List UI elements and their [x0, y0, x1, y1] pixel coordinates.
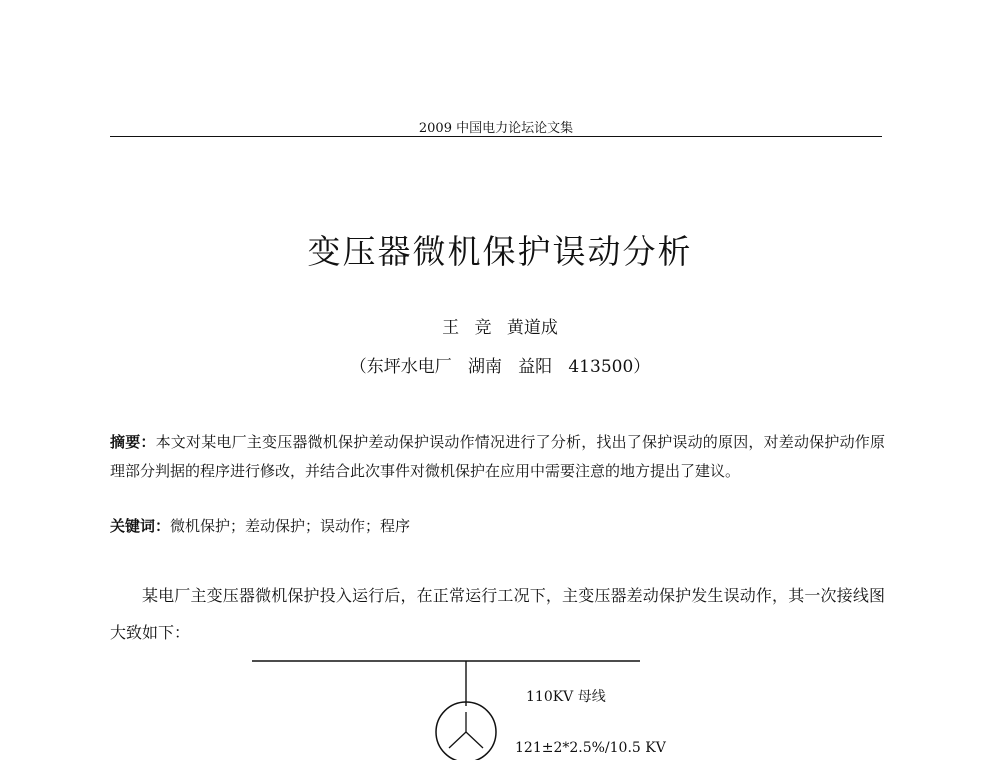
wye-left-arm [449, 732, 466, 748]
journal-header-text: 2009 中国电力论坛论文集 [418, 121, 574, 136]
paper-affiliation: （东坪水电厂 湖南 益阳 413500） [349, 357, 651, 377]
wye-right-arm [466, 732, 483, 748]
abstract-label: 摘要： [110, 433, 156, 451]
transformer-ratio-label: 121±2*2.5%/10.5 KV [515, 740, 666, 756]
wiring-diagram [0, 640, 1000, 760]
keywords-text: 微机保护；差动保护；误动作；程序 [170, 517, 411, 535]
header-rule [110, 136, 882, 137]
bus-label: 110KV 母线 [526, 689, 606, 705]
paper-title: 变压器微机保护误动分析 [307, 232, 693, 271]
body-paragraph: 某电厂主变压器微机保护投入运行后，在正常运行工况下，主变压器差动保护发生误动作，其一次接线图大致如下： [110, 586, 885, 642]
paper-authors: 王 竞 黄道成 [442, 318, 558, 338]
keywords [110, 513, 885, 539]
abstract [110, 428, 885, 486]
abstract-text: 本文对某电厂主变压器微机保护差动保护误动作情况进行了分析，找出了保护误动的原因，对差动保护动作原理部分判据的程序进行修改，并结合此次事件对微机保护在应用中需要注意的地方提出了建议。 [110, 433, 885, 480]
keywords-label: 关键词： [110, 517, 171, 535]
